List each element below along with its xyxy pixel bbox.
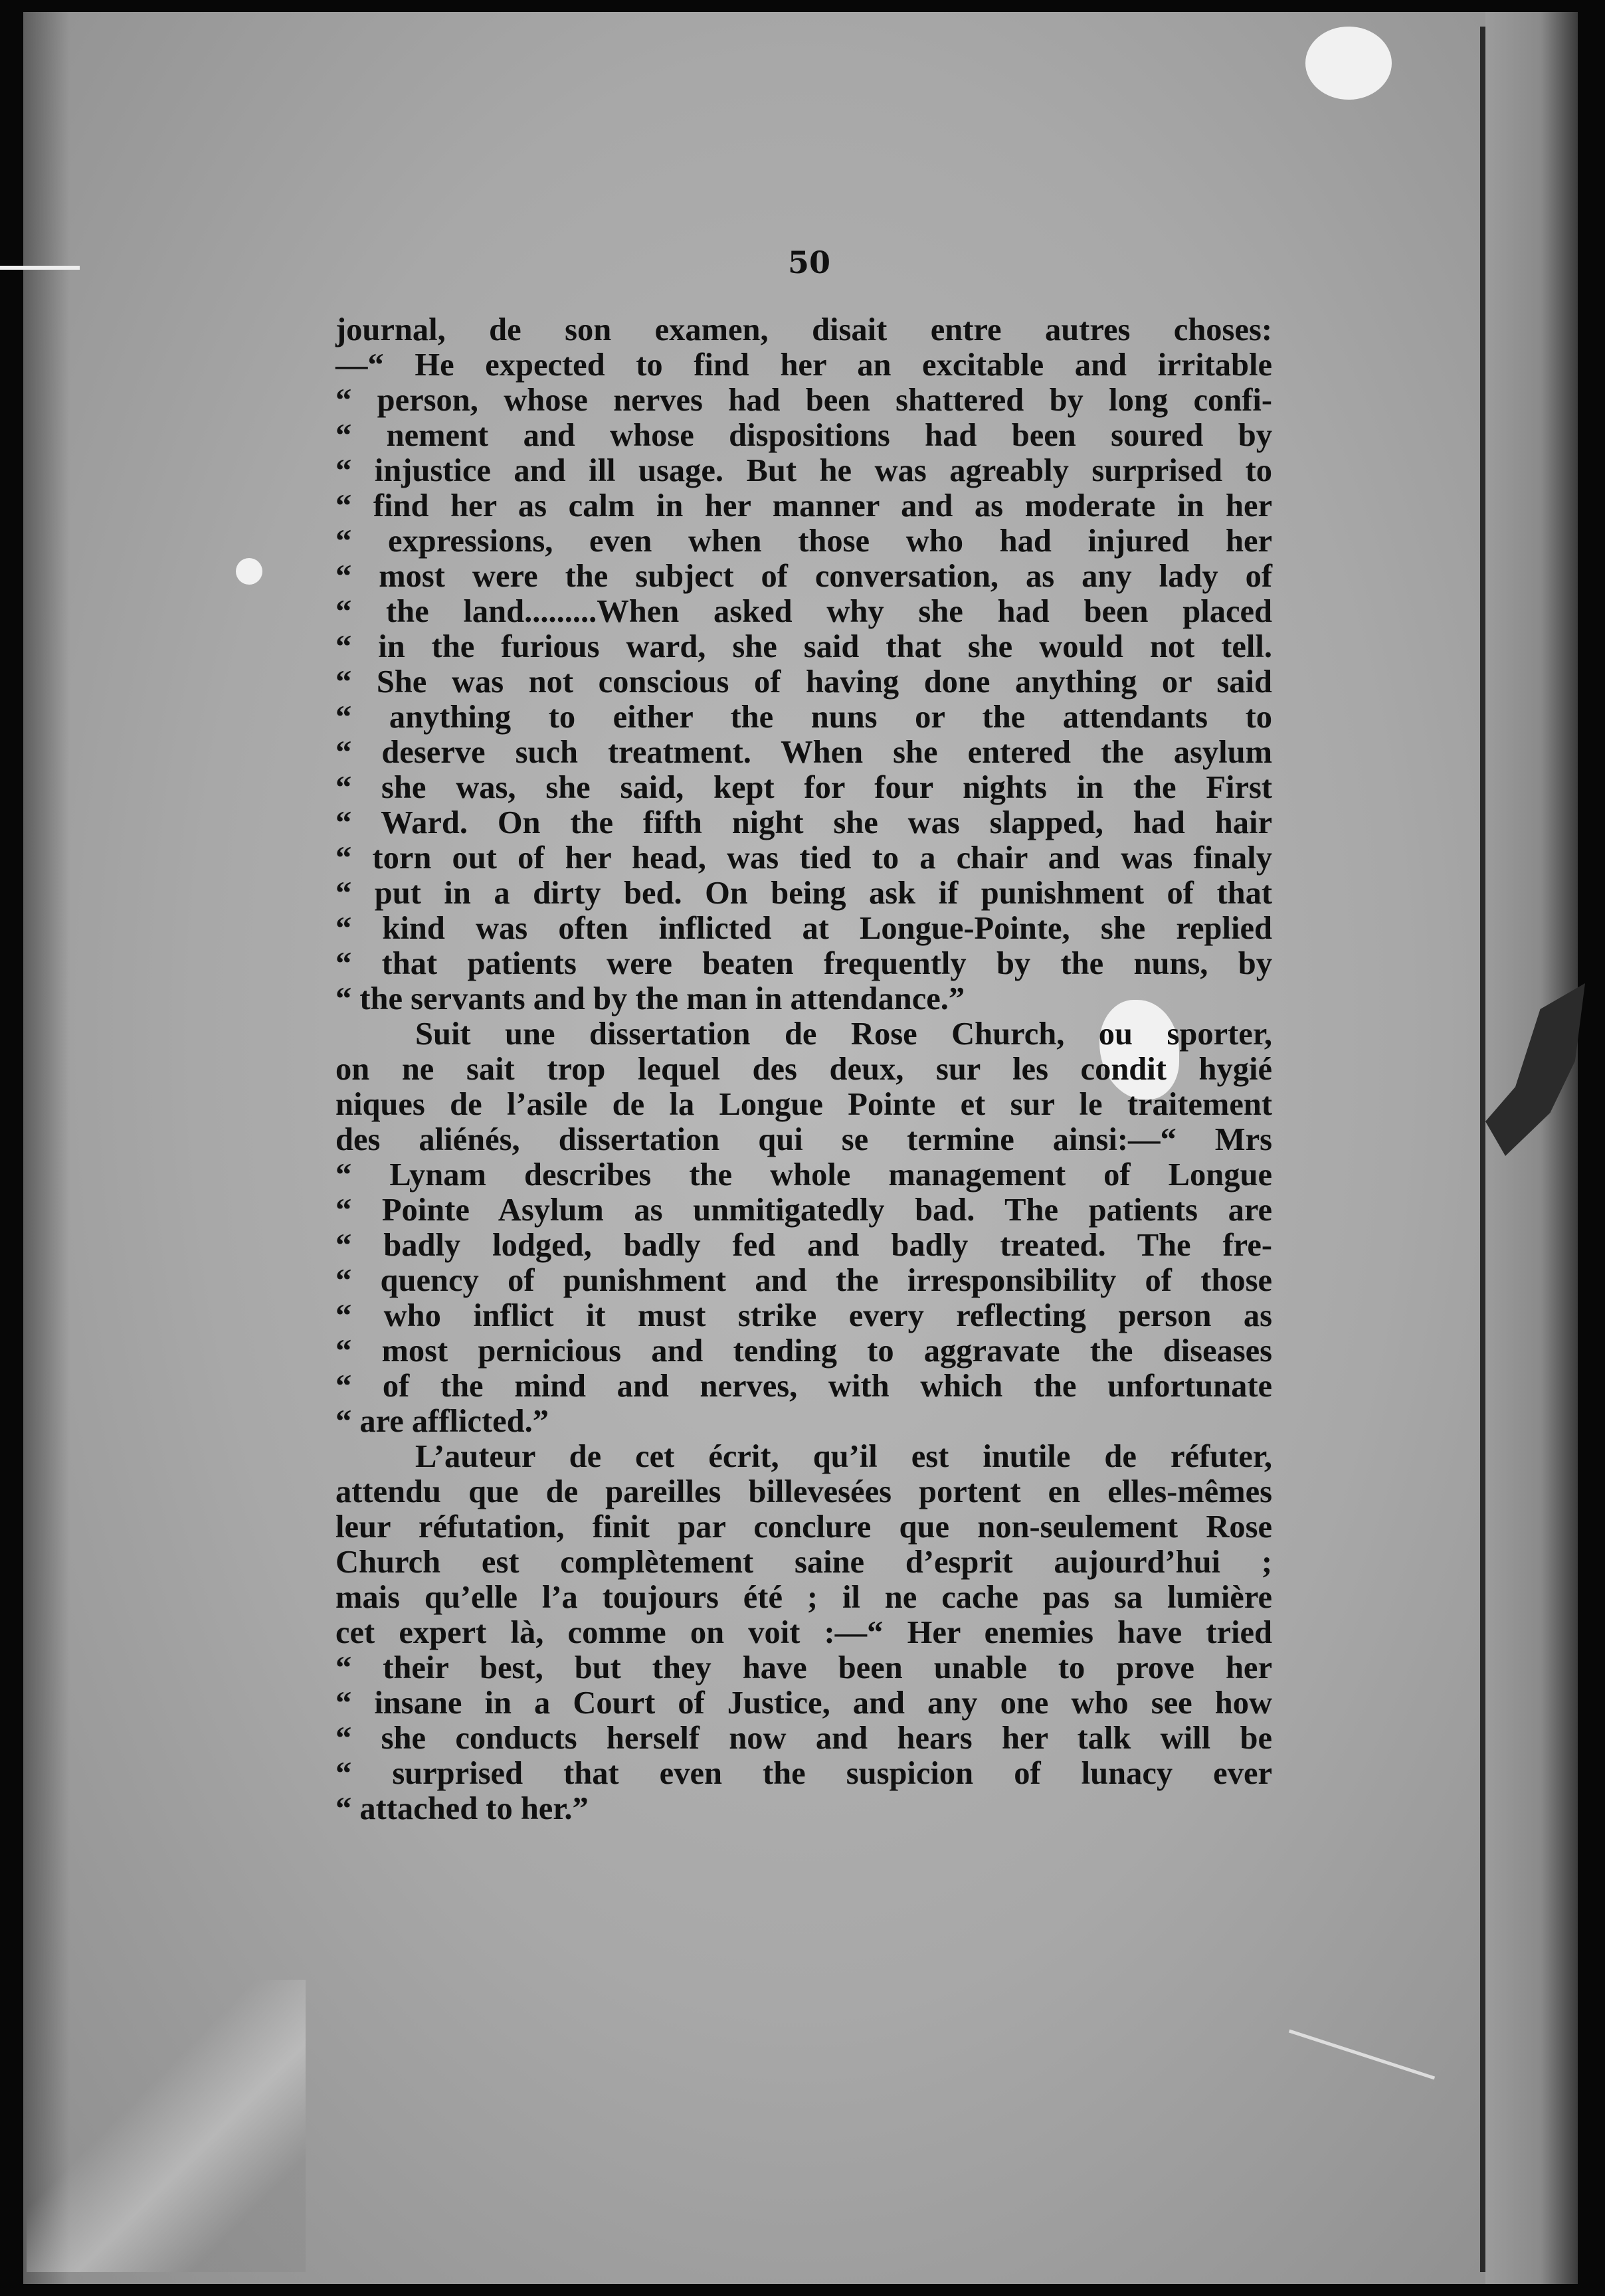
text-line: L’auteur de cet écrit, qu’il est inutile de réfuter, [415,1439,1272,1474]
text-line: “ attached to her.” [335,1791,589,1826]
text-line: “ Ward. On the fifth night she was slapped, had hair [335,805,1272,840]
text-line: “ expressions, even when those who had injured her [335,524,1272,559]
text-line: Church est complètement saine d’esprit aujourd’hui ; [335,1545,1272,1580]
text-line: “ are afflicted.” [335,1404,549,1439]
text-line: “ she was, she said, kept for four nights in the First [335,770,1272,805]
text-line: “ Pointe Asylum as unmitigatedly bad. The patients are [335,1193,1272,1228]
text-line: “ find her as calm in her manner and as moderate in her [335,488,1272,524]
text-line: “ quency of punishment and the irresponsibility of those [335,1263,1272,1298]
text-line: leur réfutation, finit par conclure que non-seulement Rose [335,1509,1272,1545]
page-right-strip [1485,12,1578,2284]
page-corner-fold [27,1980,306,2272]
text-line: “ torn out of her head, was tied to a chair and was finaly [335,840,1272,876]
page-left-edge-shadow [23,12,70,2284]
text-line: “ most pernicious and tending to aggravate the diseases [335,1333,1272,1369]
text-line: “ who inflict it must strike every reflecting person as [335,1298,1272,1333]
body-text [335,312,1272,1826]
text-line: “ deserve such treatment. When she entered the asylum [335,735,1272,770]
text-line: “ of the mind and nerves, with which the unfortunate [335,1369,1272,1404]
text-line: “ nement and whose dispositions had been soured by [335,418,1272,453]
text-line: “ most were the subject of conversation, as any lady of [335,559,1272,594]
text-line: “ person, whose nerves had been shattered by long confi- [335,383,1272,418]
text-line: “ Lynam describes the whole management of Longue [335,1157,1272,1193]
paper-stain [236,558,262,585]
text-line: on ne sait trop lequel des deux, sur les condit hygié [335,1052,1272,1087]
text-line: cet expert là, comme on voit :—“ Her enemies have tried [335,1615,1272,1650]
text-line: mais qu’elle l’a toujours été ; il ne cache pas sa lumière [335,1580,1272,1615]
text-line: “ the servants and by the man in attendance.” [335,981,965,1016]
text-line: attendu que de pareilles billevesées portent en elles-mêmes [335,1474,1272,1509]
text-line: “ anything to either the nuns or the attendants to [335,700,1272,735]
text-line: “ she conducts herself now and hears her talk will be [335,1721,1272,1756]
text-line: Suit une dissertation de Rose Church, ou sporter, [415,1016,1272,1052]
paper-stain [1305,27,1392,100]
text-line: —“ He expected to find her an excitable and irritable [335,347,1272,383]
text-line: “ She was not conscious of having done anything or said [335,664,1272,700]
text-line: “ in the furious ward, she said that she would not tell. [335,629,1272,664]
text-line: journal, de son examen, disait entre autres choses: [335,312,1272,347]
text-line: “ surprised that even the suspicion of lunacy ever [335,1756,1272,1791]
text-line: “ put in a dirty bed. On being ask if punishment of that [335,876,1272,911]
text-line: niques de l’asile de la Longue Pointe et sur le traitement [335,1087,1272,1122]
text-line: “ kind was often inflicted at Longue-Pointe, she replied [335,911,1272,946]
text-line: “ that patients were beaten frequently by the nuns, by [335,946,1272,981]
text-line: “ insane in a Court of Justice, and any one who see how [335,1685,1272,1721]
text-line: “ injustice and ill usage. But he was agreably surprised to [335,453,1272,488]
text-line: des aliénés, dissertation qui se termine ainsi:—“ Mrs [335,1122,1272,1157]
text-line: “ badly lodged, badly fed and badly treated. The fre- [335,1228,1272,1263]
page-number: 50 [787,244,830,280]
text-line: “ the land.........When asked why she had been placed [335,594,1272,629]
text-line: “ their best, but they have been unable to prove her [335,1650,1272,1685]
page-fold-line [1480,27,1485,2272]
